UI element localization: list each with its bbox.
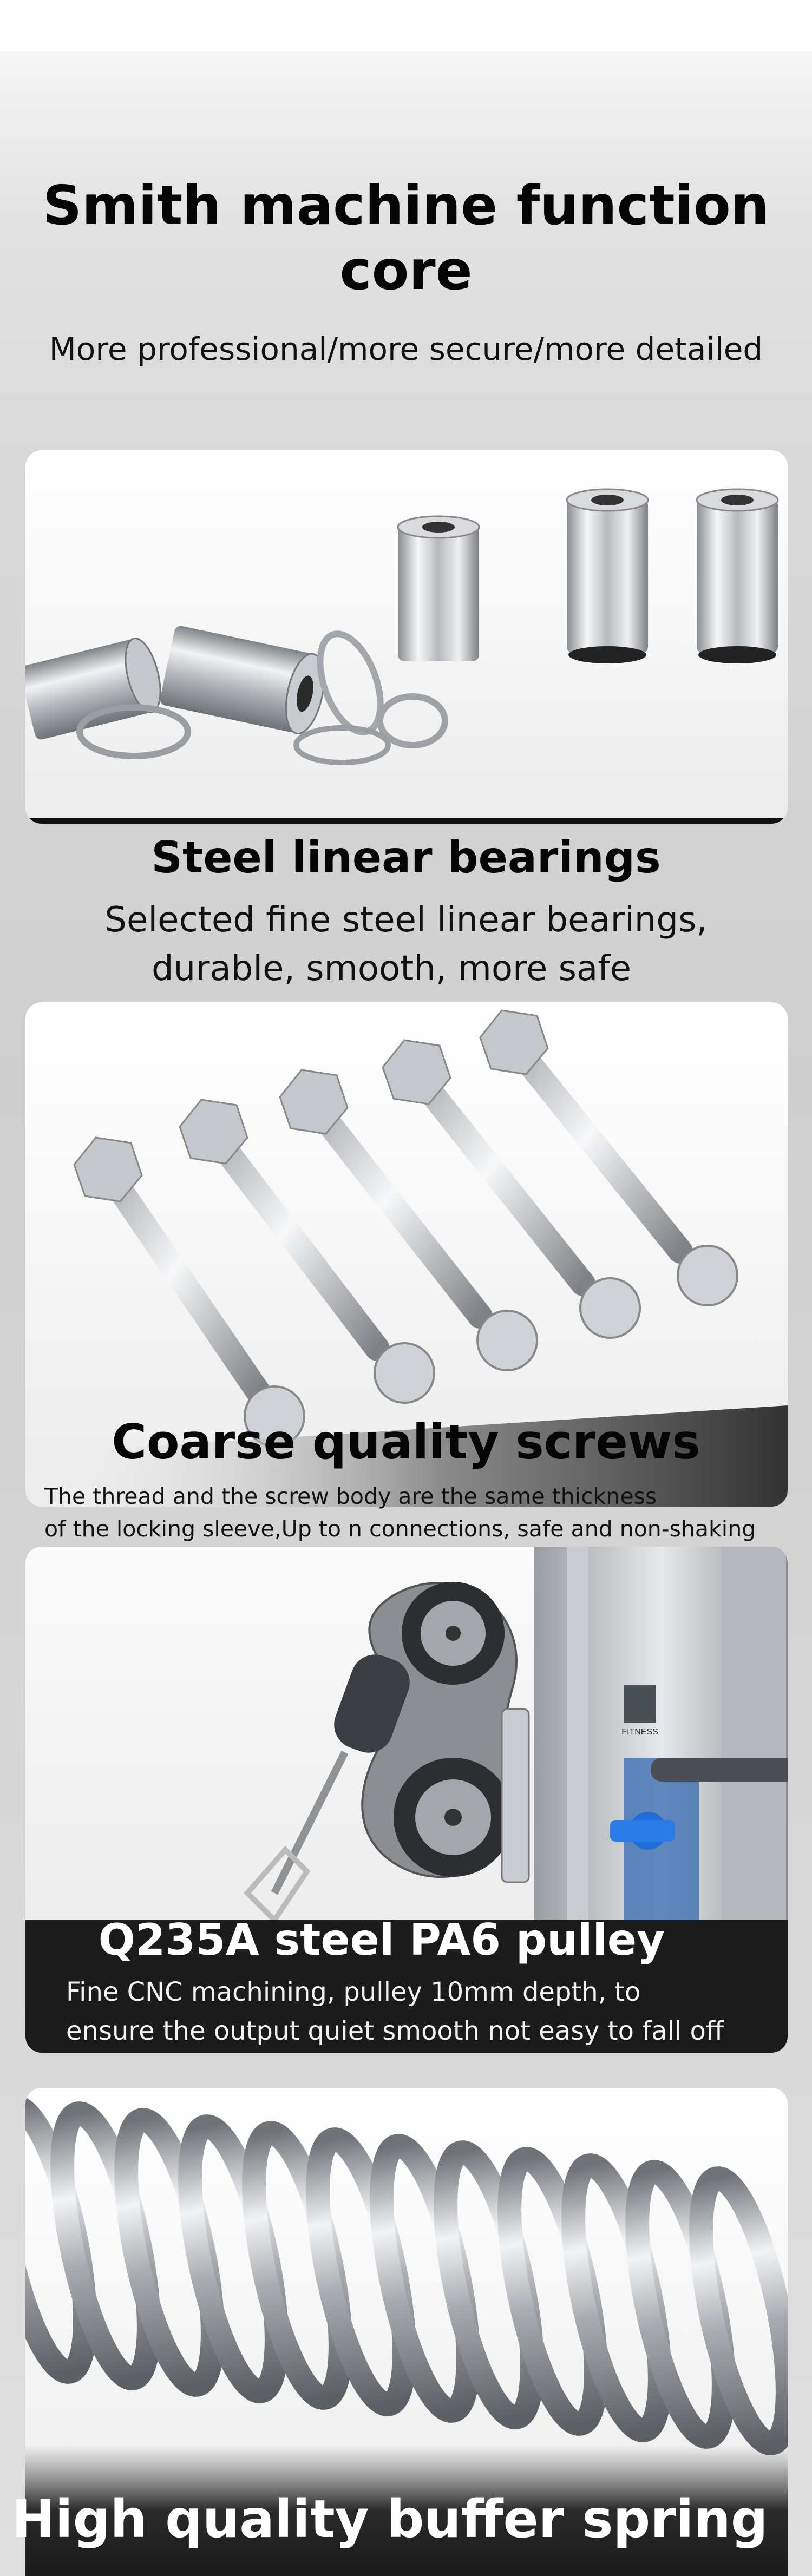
page-title: Smith machine function core	[43, 174, 769, 302]
pin-handle	[651, 1758, 788, 1782]
spring-coil	[108, 2113, 230, 2392]
spring-coils	[25, 2100, 788, 2450]
linear-bearings-illustration	[25, 450, 788, 824]
pulley-title: Q235A steel PA6 pulley	[98, 1915, 665, 1965]
spring-coil	[364, 2139, 486, 2418]
screws-line-1: The thread and the screw body are the same thickness	[44, 1483, 657, 1509]
screws-line-2: of the locking sleeve,Up to n connections, safe and non-shaking	[44, 1516, 756, 1542]
spring-coil	[619, 2165, 741, 2444]
spring-coil	[300, 2133, 422, 2411]
fitness-logo-badge	[624, 1685, 656, 1723]
screw-bolt	[74, 1138, 304, 1446]
spring-coil	[492, 2152, 613, 2431]
screw-bolt	[180, 1100, 434, 1403]
spring-coil	[428, 2146, 549, 2424]
bearings-title: Steel linear bearings	[151, 832, 661, 883]
spring-coil	[683, 2172, 788, 2450]
screw-bolt	[280, 1070, 537, 1370]
bearings-line-2: durable, smooth, more safe	[152, 949, 632, 989]
snap-ring	[296, 728, 388, 763]
spring-coil	[172, 2120, 294, 2398]
pulley-line-1: Fine CNC machining, pulley 10mm depth, to	[66, 1977, 641, 2007]
screws-title: Coarse quality screws	[112, 1414, 700, 1470]
spring-coil	[44, 2107, 166, 2386]
upright-bearing	[398, 516, 479, 661]
screw-bolt	[480, 1010, 737, 1305]
top-white-band	[0, 0, 812, 51]
snap-ring	[380, 696, 445, 745]
brand-label: FITNESS	[621, 1727, 658, 1737]
lying-bearing	[25, 635, 167, 741]
spring-coil	[236, 2126, 358, 2405]
spring-coil	[555, 2159, 677, 2437]
page-subtitle: More professional/more secure/more detailed	[49, 331, 763, 367]
upright-bearing	[567, 489, 648, 663]
screw-bolt	[383, 1040, 640, 1338]
upright-bearing	[697, 489, 778, 663]
bearings-image-card	[25, 450, 788, 824]
spring-title: High quality buffer spring	[11, 2489, 768, 2549]
bearings-line-1: Selected fine steel linear bearings,	[104, 900, 708, 940]
pulley-line-2: ensure the output quiet smooth not easy to fall off	[66, 2016, 724, 2046]
